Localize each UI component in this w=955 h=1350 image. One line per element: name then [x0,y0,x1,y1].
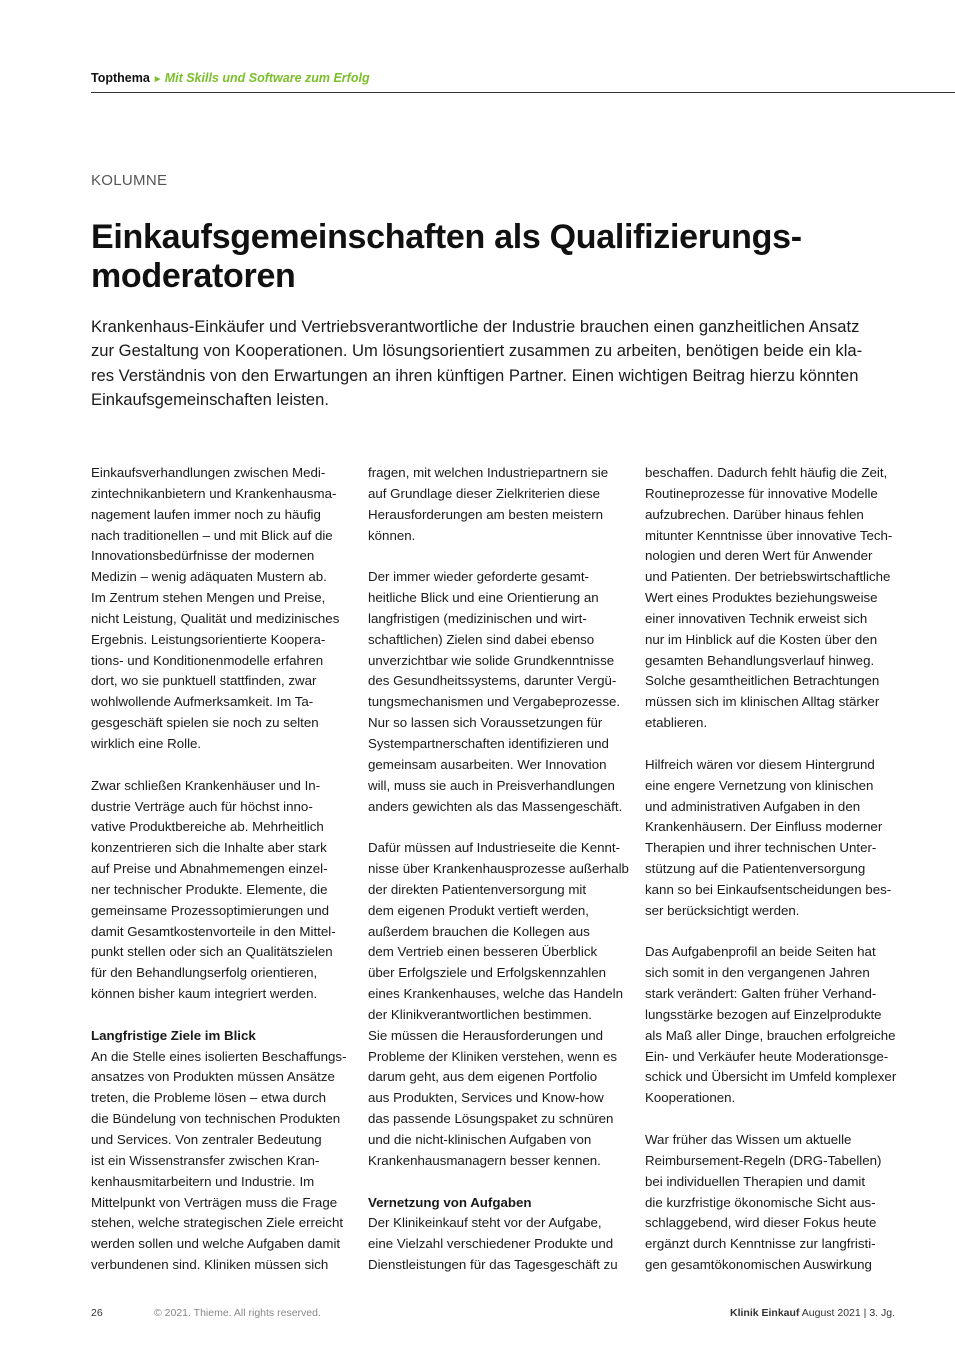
text-line: als Maß aller Dinge, brauchen erfolgreiche [645,1027,896,1043]
text-line: Zwar schließen Krankenhäuser und In- [91,777,321,793]
header-section-label: Topthema [91,71,150,85]
page-number: 26 [91,1307,103,1319]
text-line: einer innovativen Technik erweist sich [645,610,868,626]
text-line: Dienstleistungen für das Tagesgeschäft zu [368,1257,618,1273]
text-line: kann so bei Einkaufsentscheidungen bes- [645,881,892,897]
text-line: stützung auf die Patientenversorgung [645,861,866,877]
text-line: Sie müssen die Herausforderungen und [368,1027,604,1043]
text-line: vative Produktbereiche ab. Mehrheitlich [91,819,324,835]
triangle-right-icon: ► [152,74,163,85]
text-line: dem eigenen Produkt vertieft werden, [368,902,590,918]
text-line: eines Krankenhauses, welche das Handeln [368,986,624,1002]
text-line: und Services. Von zentraler Bedeutung [91,1132,322,1147]
text-line: der direkten Patientenversorgung mit [368,881,587,897]
text-line: das passende Lösungspaket zu schnüren [368,1111,614,1127]
article-kicker: KOLUMNE [91,172,168,189]
text-column-1 [91,463,349,1276]
text-line: bei individuellen Therapien und damit [645,1173,866,1189]
text-line: schick und Übersicht im Umfeld komplexer [645,1069,897,1085]
paragraph [368,567,626,817]
issue-date: August 2021 [801,1307,861,1319]
text-line: der Klinikverantwortlichen bestimmen. [368,1006,592,1022]
text-line: des Gesundheitssystems, darunter Vergü- [368,673,617,689]
text-line: können bisher kaum integriert werden. [91,986,318,1002]
text-line: die Bündelung von technischen Produkten [91,1111,341,1127]
paragraph [368,1213,626,1276]
text-line: darum geht, aus dem eigenen Portfolio [368,1069,598,1085]
text-line: stark verändert: Galten früher Verhand- [645,986,877,1002]
title-line: moderatoren [91,257,296,295]
text-line: Systempartnerschaften identifizieren und [368,735,609,751]
text-line: anders gewichten als das Massengeschäft. [368,798,623,814]
text-line: Der Klinikeinkauf steht vor der Aufgabe, [368,1215,602,1231]
text-column-3 [645,463,903,1276]
text-line: An die Stelle eines isolierten Beschaffungs- [91,1048,347,1064]
text-line: nach traditionellen – und mit Blick auf die [91,527,333,543]
paragraph [91,463,349,755]
paragraph [368,463,626,546]
text-line: gemeinsame Prozessoptimierungen und [91,902,329,918]
text-line: Das Aufgabenprofil an beide Seiten hat [645,944,876,960]
text-line: sich somit in den vergangenen Jahren [645,965,870,981]
lead-line: Krankenhaus-Einkäufer und Vertriebsverantwortliche der Industrie brauchen einen ganzheitlichen Ansatz [91,317,860,336]
text-line: Ergebnis. Leistungsorientierte Koopera- [91,631,326,647]
text-line: ist ein Wissenstransfer zwischen Kran- [91,1152,320,1168]
text-line: zintechnikanbietern und Krankenhausma- [91,485,337,501]
text-line: Probleme der Kliniken verstehen, wenn es [368,1048,618,1064]
text-line: aufzubrechen. Darüber hinaus fehlen [645,506,864,522]
text-line: Der immer wieder geforderte gesamt- [368,569,589,585]
text-line: für den Behandlungserfolg orientieren, [91,965,318,981]
text-line: heitliche Blick und eine Orientierung an [368,590,599,606]
text-line: ergänzt durch Kenntnisse zur langfristi- [645,1236,876,1252]
text-line: mitunter Kenntnisse über innovative Tech- [645,527,893,543]
copyright-notice: © 2021. Thieme. All rights reserved. [154,1307,321,1319]
text-line: und administrativen Aufgaben in den [645,798,861,814]
text-line: treten, die Probleme lösen – etwa durch [91,1090,327,1106]
text-line: schlaggebend, wird dieser Fokus heute [645,1215,877,1231]
title-line: Einkaufsgemeinschaften als Qualifizierungs- [91,218,802,256]
article-lead [91,315,911,412]
text-line: Mittelpunkt von Verträgen muss die Frage [91,1194,338,1210]
text-line: dustrie Verträge auch für höchst inno- [91,798,313,814]
text-line: Medizin – wenig adäquaten Mustern ab. [91,569,327,585]
text-line: beschaffen. Dadurch fehlt häufig die Zeit, [645,465,888,480]
text-line: auf Preise und Abnahmemengen einzel- [91,861,328,877]
header-topic-label: Mit Skills und Software zum Erfolg [164,71,370,85]
text-line: nagement laufen immer noch zu häufig [91,506,321,522]
text-line: Innovationsbedürfnisse der modernen [91,548,315,564]
text-line: fragen, mit welchen Industriepartnern sie [368,465,609,480]
text-line: stehen, welche strategischen Ziele erreicht [91,1215,344,1231]
text-line: ser berücksichtigt werden. [645,902,800,918]
text-line: Routineprozesse für innovative Modelle [645,485,878,501]
text-line: aus Produkten, Services und Know-how [368,1090,604,1106]
text-line: auf Grundlage dieser Zielkriterien diese [368,485,601,501]
text-line: und Patienten. Der betriebswirtschaftliche [645,569,891,585]
text-line: nur im Hinblick auf die Kosten über den [645,631,878,647]
text-line: eine engere Vernetzung von klinischen [645,777,874,793]
text-line: Kooperationen. [645,1090,736,1106]
paragraph [645,942,903,1109]
paragraph [91,776,349,1005]
text-line: etablieren. [645,715,708,731]
text-line: Krankenhausmanagern besser kennen. [368,1152,601,1168]
text-column-2 [368,463,629,1276]
text-line: gemeinsam ausarbeiten. Wer Innovation [368,756,607,772]
page-footer [91,1305,895,1321]
text-line: Krankenhäusern. Der Einfluss moderner [645,819,883,835]
text-line: Solche gesamtheitlichen Betrachtungen [645,673,880,689]
text-line: damit Gesamtkostenvorteile in den Mittel- [91,923,336,939]
publication-info [730,1305,895,1321]
text-line: nisse über Krankenhausprozesse außerhalb [368,861,629,877]
text-line: Therapien und ihrer technischen Unter- [645,840,877,856]
text-line: will, muss sie auch in Preisverhandlungen [368,777,615,793]
text-line: dem Vertrieb einen besseren Überblick [368,944,598,960]
text-line: wohlwollende Aufmerksamkeit. Im Ta- [91,694,314,710]
text-line: konzentrieren sich die Inhalte aber stark [91,840,327,856]
text-line: kenhausmitarbeitern und Industrie. Im [91,1173,315,1189]
text-line: ansatzes von Produkten müssen Ansätze [91,1069,335,1085]
text-line: schaftlichen) Zielen sind dabei ebenso [368,631,595,647]
lead-line: zur Gestaltung von Kooperationen. Um lösungsorientiert zusammen zu arbeiten, benötigen beide ein kla- [91,341,863,361]
text-line: Wert eines Produktes beziehungsweise [645,590,878,606]
text-line: Im Zentrum stehen Mengen und Preise, [91,590,326,606]
text-line: gen gesamtökonomischen Auswirkung [645,1257,872,1273]
paragraph [91,1047,349,1276]
text-line: lungsstärke bezogen auf Einzelprodukte [645,1006,882,1022]
lead-line: Einkaufsgemeinschaften leisten. [91,389,329,409]
text-line: Reimbursement-Regeln (DRG-Tabellen) [645,1152,882,1168]
section-heading: Vernetzung von Aufgaben [368,1194,532,1210]
text-line: müssen sich im klinischen Alltag stärker [645,694,880,710]
paragraph [645,1130,903,1276]
text-line: punkt stellen oder sich an Qualitätszielen [91,944,333,960]
article-title [91,218,871,296]
footer-separator: | [863,1307,867,1319]
header-divider [91,92,955,93]
journal-name: Klinik Einkauf [729,1307,800,1319]
paragraph [645,755,903,922]
text-line: langfristigen (medizinischen und wirt- [368,610,587,626]
text-line: gesamten Behandlungsverlauf hinweg. [645,652,875,668]
text-line: werden sollen und welche Aufgaben damit [91,1236,341,1252]
text-line: außerdem brauchen die Kollegen aus [368,923,590,939]
text-line: und die nicht-klinischen Aufgaben von [368,1132,592,1147]
text-line: wirklich eine Rolle. [91,735,202,751]
text-line: Hilfreich wären vor diesem Hintergrund [645,756,875,772]
text-line: über Erfolgsziele und Erfolgskennzahlen [368,965,607,981]
volume-number: 3. Jg. [869,1307,895,1319]
text-line: War früher das Wissen um aktuelle [645,1132,852,1147]
text-line: tungsmechanismen und Vergabeprozesse. [368,694,621,710]
text-line: dort, wo sie punktuell stattfinden, zwar [91,673,317,689]
text-line: verbundenen sind. Kliniken müssen sich [91,1257,329,1273]
text-line: Dafür müssen auf Industrieseite die Kennt- [368,840,621,856]
text-line: nologien und deren Wert für Anwender [645,548,873,564]
text-line: Einkaufsverhandlungen zwischen Medi- [91,465,326,480]
text-line: Nur so lassen sich Voraussetzungen für [368,715,603,731]
text-line: können. [368,527,416,543]
running-header [91,70,370,88]
text-line: ner technischer Produkte. Elemente, die [91,881,328,897]
lead-line: res Verständnis von den Erwartungen an ihren künftigen Partner. Einen wichtigen Beitrag hierzu könnten [91,365,859,385]
paragraph [368,838,629,1172]
text-line: gesgeschäft spielen sie noch zu selten [91,715,319,731]
text-line: Herausforderungen am besten meistern [368,506,604,522]
text-line: nicht Leistung, Qualität und medizinisches [91,610,340,626]
paragraph [645,463,903,734]
section-heading: Langfristige Ziele im Blick [91,1027,256,1043]
text-line: unverzichtbar wie solide Grundkenntnisse [368,652,615,668]
text-line: eine Vielzahl verschiedener Produkte und [368,1236,614,1252]
text-line: Ein- und Verkäufer heute Moderationsge- [645,1048,889,1064]
text-line: tions- und Konditionenmodelle erfahren [91,652,324,668]
text-line: die kurzfristige ökonomische Sicht aus- [645,1194,876,1210]
